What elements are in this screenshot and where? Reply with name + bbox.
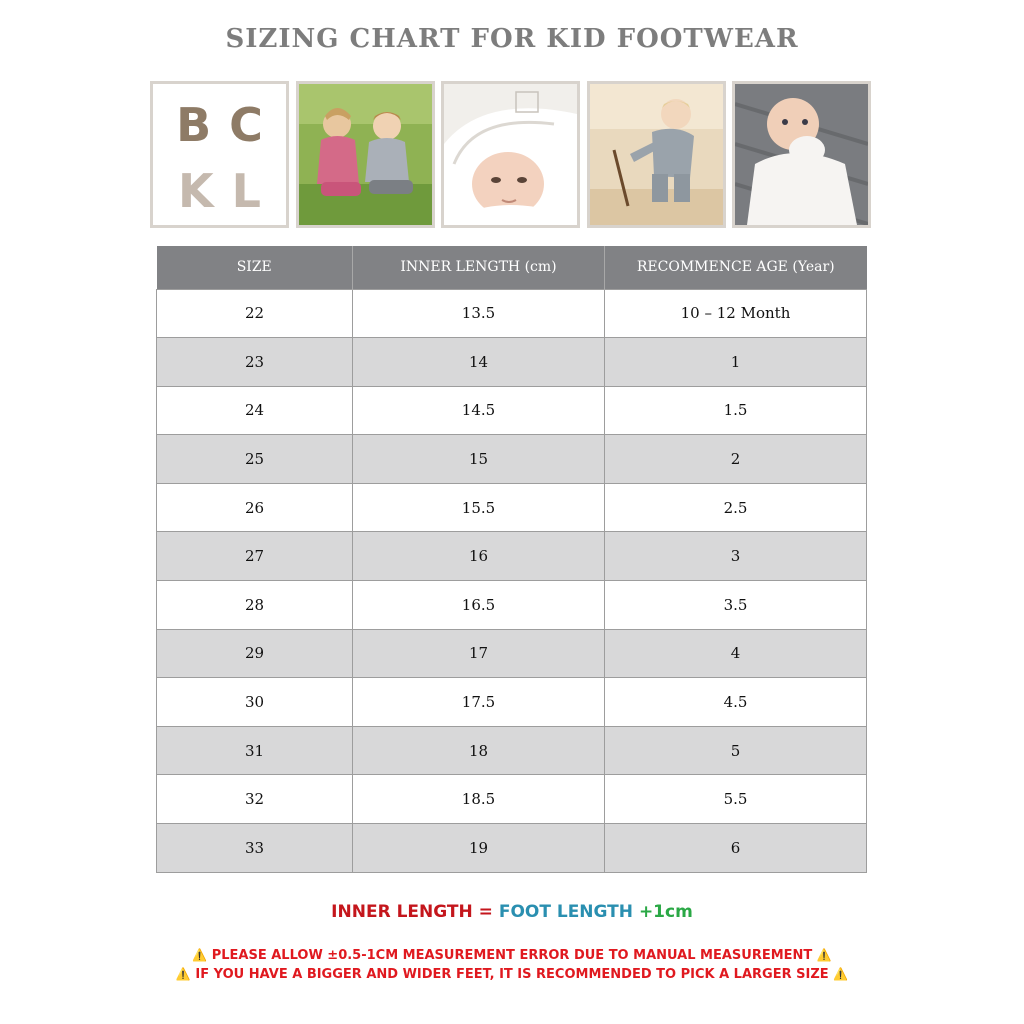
- cell-age: 2: [605, 435, 867, 484]
- cell-size: 31: [157, 726, 353, 775]
- table-row: [157, 581, 867, 630]
- warning-icon: ⚠️: [192, 948, 208, 962]
- cell-inner-length: 14.5: [353, 386, 605, 435]
- cell-age: 6: [605, 824, 867, 873]
- cell-size: 33: [157, 824, 353, 873]
- cell-inner-length: 15: [353, 435, 605, 484]
- size-formula: [0, 902, 1024, 922]
- table-row: [157, 775, 867, 824]
- cell-size: 32: [157, 775, 353, 824]
- cell-inner-length: 19: [353, 824, 605, 873]
- cell-age: 4.5: [605, 678, 867, 727]
- cell-age: 1: [605, 338, 867, 387]
- formula-foot-length: FOOT LENGTH: [498, 902, 634, 922]
- cell-size: 22: [157, 289, 353, 338]
- cell-age: 3: [605, 532, 867, 581]
- cell-age: 4: [605, 629, 867, 678]
- header-inner-length: INNER LENGTH (cm): [353, 246, 605, 289]
- cell-inner-length: 15.5: [353, 483, 605, 532]
- cell-inner-length: 17: [353, 629, 605, 678]
- table-header-row: [157, 246, 867, 289]
- toddler-on-beach-photo-icon: [587, 81, 726, 228]
- brand-logo: [150, 81, 289, 228]
- table-row: [157, 483, 867, 532]
- cell-size: 28: [157, 581, 353, 630]
- formula-plus-1cm: +1cm: [638, 902, 693, 922]
- cell-inner-length: 18: [353, 726, 605, 775]
- cell-inner-length: 13.5: [353, 289, 605, 338]
- page-title: SIZING CHART FOR KID FOOTWEAR: [225, 24, 799, 54]
- cell-size: 23: [157, 338, 353, 387]
- cell-inner-length: 17.5: [353, 678, 605, 727]
- cell-age: 10 – 12 Month: [605, 289, 867, 338]
- logo-line-1: BC: [176, 98, 281, 152]
- logo-line-2: KL: [178, 164, 279, 218]
- warning-icon: ⚠️: [175, 967, 191, 981]
- cell-inner-length: 16.5: [353, 581, 605, 630]
- cell-size: 24: [157, 386, 353, 435]
- table-row: [157, 824, 867, 873]
- warning-icon: ⚠️: [816, 948, 832, 962]
- size-table: [156, 246, 867, 873]
- table-row: [157, 726, 867, 775]
- cell-age: 3.5: [605, 581, 867, 630]
- warning-text-2: IF YOU HAVE A BIGGER AND WIDER FEET, IT IS RECOMMENDED TO PICK A LARGER SIZE: [195, 967, 829, 982]
- cell-size: 30: [157, 678, 353, 727]
- cell-age: 1.5: [605, 386, 867, 435]
- size-recommendation-warning: [0, 967, 1024, 982]
- table-row: [157, 629, 867, 678]
- cell-inner-length: 16: [353, 532, 605, 581]
- photo-strip: [150, 81, 872, 228]
- cell-size: 27: [157, 532, 353, 581]
- cell-age: 5.5: [605, 775, 867, 824]
- measurement-warning: [0, 948, 1024, 963]
- formula-equals: =: [478, 902, 493, 922]
- cell-age: 5: [605, 726, 867, 775]
- table-row: [157, 338, 867, 387]
- cell-size: 25: [157, 435, 353, 484]
- table-row: [157, 386, 867, 435]
- children-sitting-in-grass-photo-icon: [296, 81, 435, 228]
- cell-inner-length: 18.5: [353, 775, 605, 824]
- baby-in-hooded-towel-photo-icon: [441, 81, 580, 228]
- header-recommended-age: RECOMMENCE AGE (Year): [605, 246, 867, 289]
- table-row: [157, 289, 867, 338]
- cell-inner-length: 14: [353, 338, 605, 387]
- table-row: [157, 678, 867, 727]
- warning-text-1: PLEASE ALLOW ±0.5-1CM MEASUREMENT ERROR DUE TO MANUAL MEASUREMENT: [211, 948, 813, 963]
- baby-in-white-sweater-photo-icon: [732, 81, 871, 228]
- cell-size: 29: [157, 629, 353, 678]
- cell-age: 2.5: [605, 483, 867, 532]
- warning-icon: ⚠️: [833, 967, 849, 981]
- cell-size: 26: [157, 483, 353, 532]
- formula-inner-length: INNER LENGTH: [331, 902, 473, 922]
- table-row: [157, 435, 867, 484]
- table-row: [157, 532, 867, 581]
- header-size: SIZE: [157, 246, 353, 289]
- size-table-container: [156, 246, 866, 873]
